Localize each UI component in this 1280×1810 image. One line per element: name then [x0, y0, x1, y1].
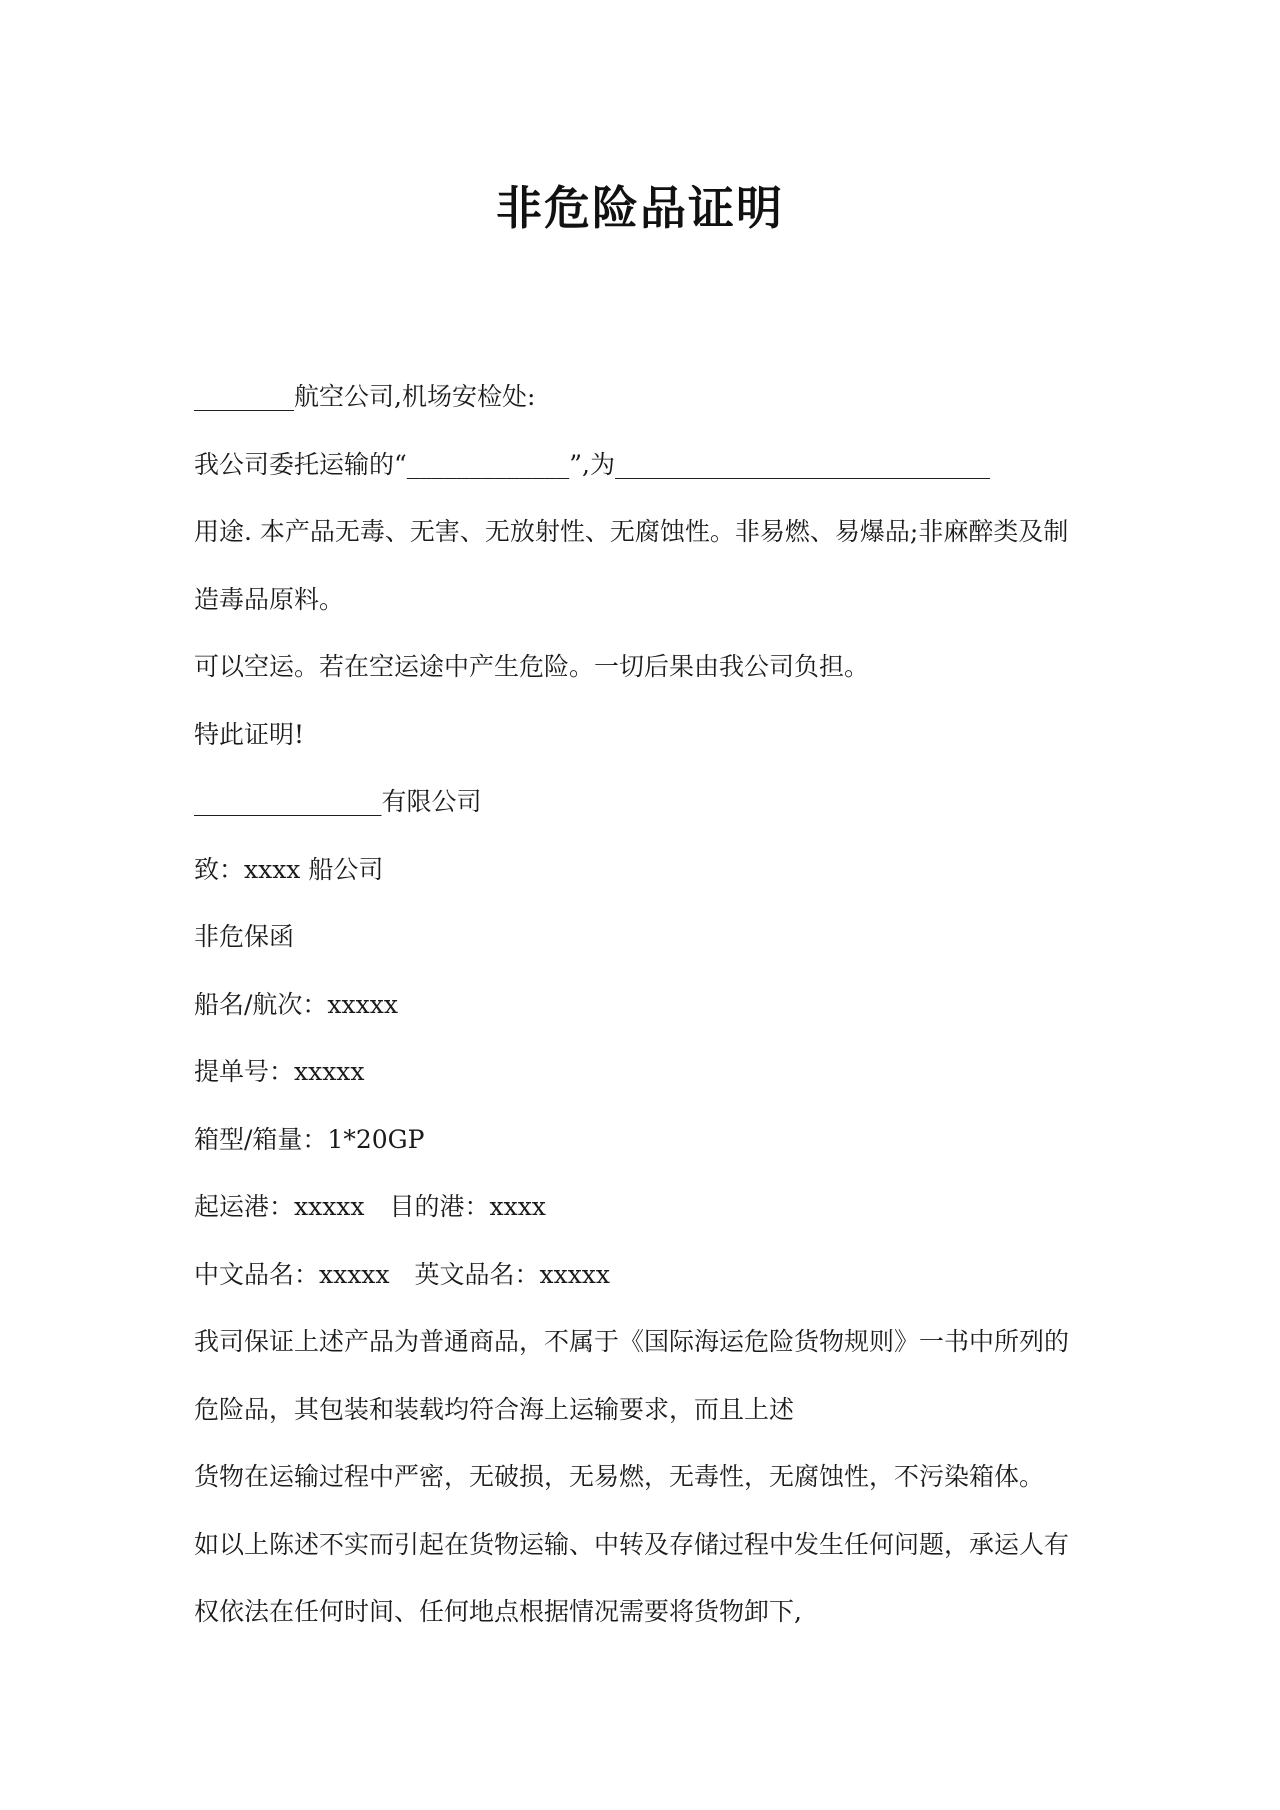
guarantee-paragraph-line: 货物在运输过程中严密，无破损，无易燃，无毒性，无腐蚀性，不污染箱体。: [194, 1462, 1045, 1491]
certification-line: 特此证明!: [194, 719, 305, 749]
document-title: 非危险品证明: [496, 181, 784, 235]
guarantee-heading: 非危保函: [194, 922, 295, 951]
bill-of-lading-field: 提单号：xxxxx: [194, 1057, 365, 1086]
guarantee-paragraph-line: 我司保证上述产品为普通商品，不属于《国际海运危险货物规则》一书中所列的: [194, 1327, 1070, 1356]
document-body: [194, 372, 1094, 1655]
shipping-company-addressee: 致：xxxx 船公司: [194, 854, 384, 884]
company-signature-line: _______________有限公司: [194, 787, 482, 816]
entrusted-goods-line: 我公司委托运输的“_____________”,为______________________________: [194, 449, 991, 479]
addressee-line: ________航空公司,机场安检处:: [194, 382, 536, 411]
air-transport-line: 可以空运。若在空运途中产生危险。一切后果由我公司负担。: [194, 652, 870, 681]
container-field: 箱型/箱量：1*20GP: [194, 1124, 425, 1154]
product-names-field: 中文品名：xxxxx 英文品名：xxxxx: [194, 1259, 610, 1289]
liability-paragraph-line: 如以上陈述不实而引起在货物运输、中转及存储过程中发生任何问题，承运人有: [194, 1529, 1070, 1559]
guarantee-paragraph-line: 危险品，其包装和装载均符合海上运输要求，而且上述: [194, 1394, 795, 1424]
usage-statement-line: 用途. 本产品无毒、无害、无放射性、无腐蚀性。非易燃、易爆品;非麻醉类及制: [194, 517, 1069, 546]
usage-statement-continued: 造毒品原料。: [194, 584, 345, 614]
vessel-voyage-field: 船名/航次：xxxxx: [194, 989, 398, 1019]
ports-field: 起运港：xxxxx 目的港：xxxx: [194, 1192, 546, 1221]
liability-paragraph-line: 权依法在任何时间、任何地点根据情况需要将货物卸下,: [194, 1597, 802, 1626]
